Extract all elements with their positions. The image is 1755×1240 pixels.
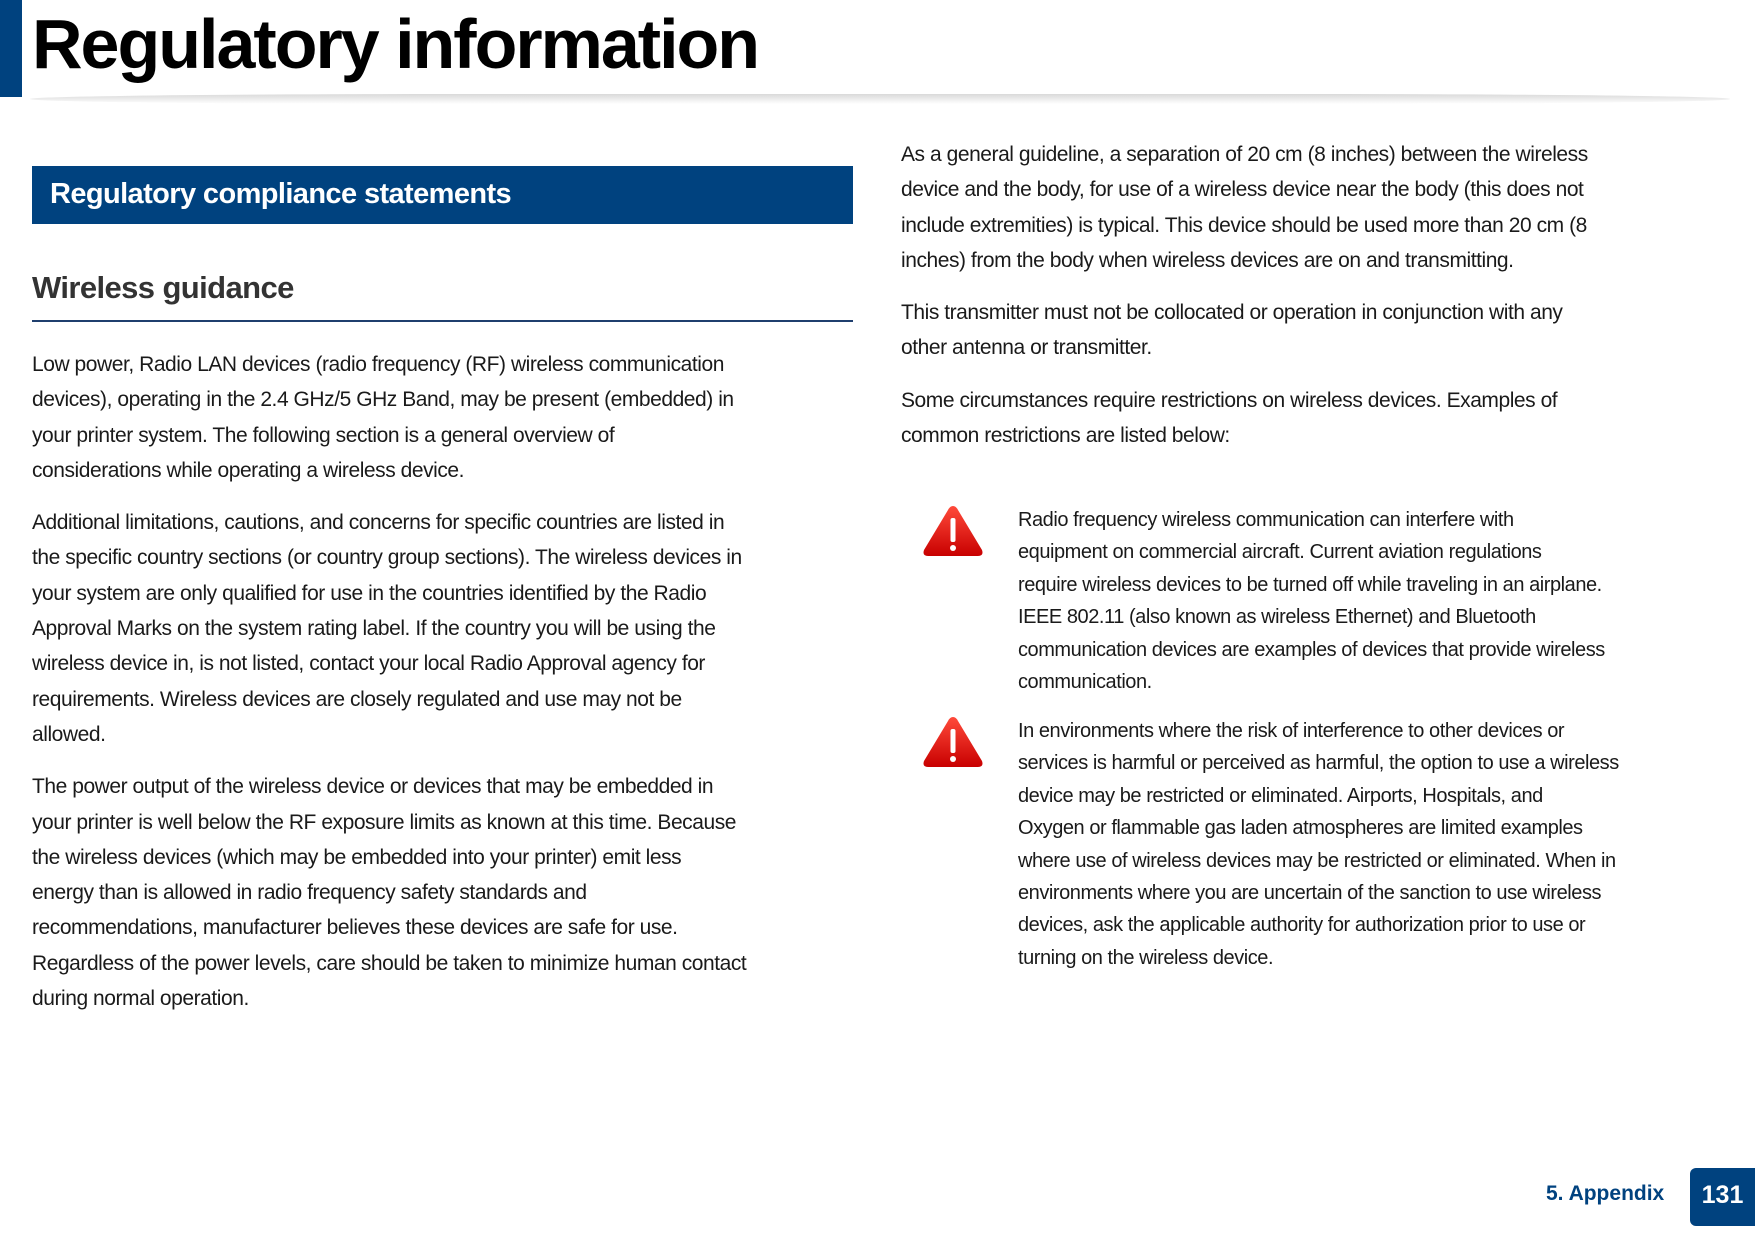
left-column [32,347,862,1033]
title-accent-bar [0,0,22,97]
text-line: Radio frequency wireless communication can interfere with [1018,509,1514,531]
text-line: environments where you are uncertain of the sanction to use wireless [1018,882,1602,905]
text-line: the wireless devices (which may be embedded into your printer) emit less [32,845,682,869]
subsection-divider [32,320,853,322]
text-line: Regardless of the power levels, care should be taken to minimize human contact [32,951,747,975]
warning-icon [922,715,984,769]
text-line: device and the body, for use of a wireless device near the body (this does not [901,178,1584,202]
text-line: equipment on commercial aircraft. Current aviation regulations [1018,541,1542,564]
text-line: In environments where the risk of interference to other devices or [1018,720,1565,742]
text-line: where use of wireless devices may be restricted or eliminated. When in [1018,849,1616,872]
text-line: services is harmful or perceived as harmful, the option to use a wireless [1018,752,1619,775]
text-line: your system are only qualified for use in the countries identified by the Radio [32,581,707,605]
text-line: Low power, Radio LAN devices (radio frequency (RF) wireless communication [32,353,724,376]
text-line: recommendations, manufacturer believes these devices are safe for use. [32,916,678,940]
text-line: Additional limitations, cautions, and concerns for specific countries are listed in [32,511,725,535]
paragraph [901,137,1711,278]
text-line: This transmitter must not be collocated or operation in conjunction with any [901,301,1563,325]
text-line: energy than is allowed in radio frequency safety standards and [32,881,587,905]
section-title: Regulatory compliance statements [50,178,512,210]
paragraph [901,295,1711,366]
text-line: communication devices are examples of devices that provide wireless [1018,638,1605,661]
text-line: during normal operation. [32,987,249,1011]
text-line: devices), operating in the 2.4 GHz/5 GHz Band, may be present (embedded) in [32,388,734,412]
text-line: common restrictions are listed below: [901,424,1230,448]
section-header [32,166,853,224]
text-line: requirements. Wireless devices are closely regulated and use may not be [32,687,682,711]
page-title: Regulatory information [32,5,759,83]
text-line: allowed. [32,722,106,746]
text-line: devices, ask the applicable authority for authorization prior to use or [1018,914,1586,937]
paragraph [32,347,862,488]
text-line: Approval Marks on the system rating label. If the country you will be using the [32,617,716,641]
paragraph [32,505,862,752]
text-line: device may be restricted or eliminated. Airports, Hospitals, and [1018,784,1543,807]
text-line: the specific country sections (or country group sections). The wireless devices in [32,546,742,570]
text-line: The power output of the wireless device or devices that may be embedded in [32,775,714,799]
chapter-label: 5. Appendix [1546,1182,1665,1205]
note-text [1018,715,1619,974]
warning-icon [922,504,984,558]
subsection-title: Wireless guidance [32,270,294,305]
text-line: Oxygen or flammable gas laden atmospheres are limited examples [1018,817,1583,840]
text-line: require wireless devices to be turned off while traveling in an airplane. [1018,573,1602,596]
text-line: inches) from the body when wireless devices are on and transmitting. [901,248,1514,272]
text-line: wireless device in, is not listed, contact your local Radio Approval agency for [32,652,705,676]
paragraph [901,383,1711,454]
note-text [1018,504,1605,698]
text-line: your printer system. The following section is a general overview of [32,423,615,447]
text-line: include extremities) is typical. This device should be used more than 20 cm (8 [901,213,1587,237]
title-divider [30,94,1730,104]
text-line: other antenna or transmitter. [901,336,1152,360]
right-column [901,137,1711,470]
paragraph [32,769,862,1016]
text-line: IEEE 802.11 (also known as wireless Ethernet) and Bluetooth [1018,606,1536,629]
text-line: turning on the wireless device. [1018,946,1274,969]
text-line: considerations while operating a wireless device. [32,458,465,482]
text-line: Some circumstances require restrictions on wireless devices. Examples of [901,388,1558,412]
text-line: your printer is well below the RF exposure limits as known at this time. Because [32,810,736,834]
page-number: 131 [1690,1168,1755,1226]
text-line: communication. [1018,671,1152,694]
text-line: As a general guideline, a separation of 20 cm (8 inches) between the wireless [901,143,1588,166]
